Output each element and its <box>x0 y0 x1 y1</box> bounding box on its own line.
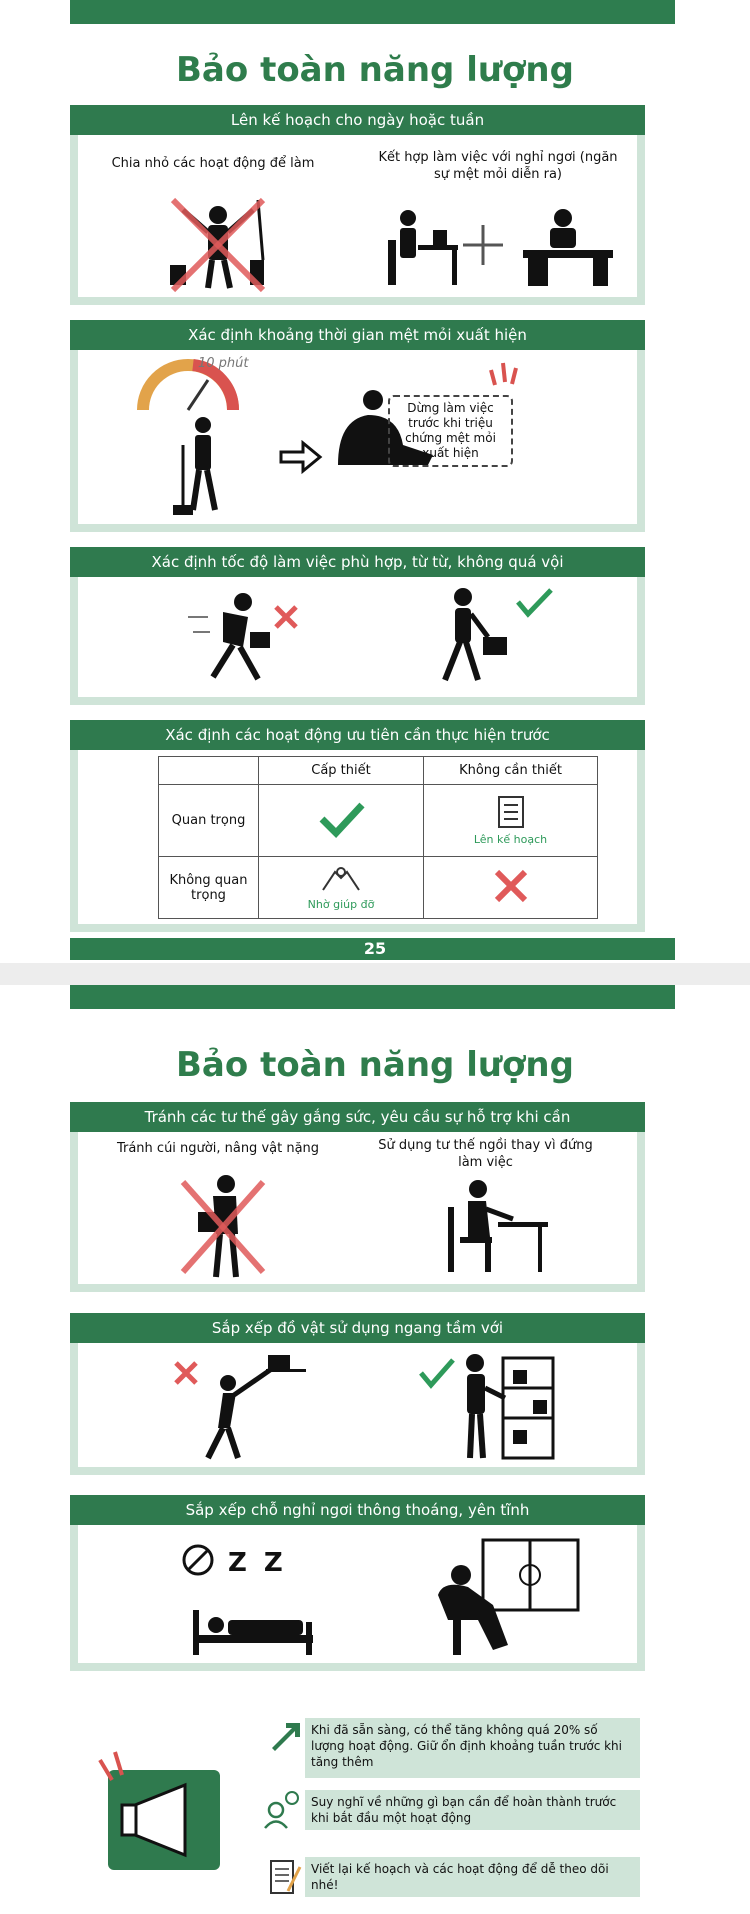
thinking-person-icon <box>262 1790 302 1830</box>
section-body <box>70 577 645 705</box>
alert-marks-icon <box>483 360 523 390</box>
armchair-window-icon <box>423 1535 583 1660</box>
section-plan <box>70 105 645 305</box>
section-rest-place <box>70 1495 645 1671</box>
caption-avoid-lifting: Tránh cúi người, nâng vật nặng <box>116 1141 320 1156</box>
row-header-important: Quan trọng <box>159 785 259 857</box>
section-priority <box>70 720 645 932</box>
section-body <box>70 1343 645 1475</box>
tip-increase-activity: Khi đã sẵn sàng, có thể tăng không quá 20% số lượng hoạt động. Giữ ổn định khoảng tuần trước khi tăng thêm <box>305 1718 640 1778</box>
stop-before-fatigue-note: Dừng làm việc trước khi triệu chứng mệt mỏi xuất hiện <box>388 395 513 467</box>
plan-label: Lên kế hoạch <box>473 833 548 846</box>
priority-matrix <box>158 756 598 919</box>
walking-calm-icon <box>433 582 563 687</box>
col-header-urgent: Cấp thiết <box>259 757 424 785</box>
section-header: Xác định khoảng thời gian mệt mỏi xuất hiện <box>70 320 645 350</box>
cell-not-important-not-urgent <box>424 857 598 919</box>
top-bar <box>70 985 675 1009</box>
caption-work-rest: Kết hợp làm việc với nghỉ ngơi (ngăn sự mệt mỏi diễn ra) <box>378 150 618 182</box>
helping-hands-icon <box>319 864 363 894</box>
section-body <box>70 1525 645 1671</box>
top-bar <box>70 0 675 24</box>
bending-lift-crossed-icon <box>178 1172 268 1282</box>
section-posture <box>70 1102 645 1292</box>
section-header: Tránh các tư thế gây gắng sức, yêu cầu sự hỗ trợ khi cần <box>70 1102 645 1132</box>
arrow-right-icon <box>278 440 323 475</box>
page-title: Bảo toàn năng lượng <box>176 50 574 90</box>
rushing-person-icon <box>188 587 308 687</box>
check-icon <box>316 799 366 839</box>
overreach-crossed-icon <box>168 1353 328 1463</box>
work-plus-rest-icon <box>378 200 628 290</box>
section-fatigue-time <box>70 320 645 532</box>
reach-shelf-icon <box>413 1348 563 1463</box>
section-header: Sắp xếp chỗ nghỉ ngơi thông thoáng, yên tĩnh <box>70 1495 645 1525</box>
col-header-not-urgent: Không cần thiết <box>424 757 598 785</box>
section-body <box>70 1132 645 1292</box>
page-number: 25 <box>363 939 387 958</box>
caption-split-tasks: Chia nhỏ các hoạt động để làm <box>111 156 315 171</box>
section-header: Xác định tốc độ làm việc phù hợp, từ từ, không quá vội <box>70 547 645 577</box>
corner-cell <box>159 757 259 785</box>
busy-person-crossed-icon <box>158 190 278 295</box>
cross-icon <box>491 868 531 904</box>
page-title: Bảo toàn năng lượng <box>176 1045 574 1085</box>
tip-write-plan: Viết lại kế hoạch và các hoạt động để dễ theo dõi nhé! <box>305 1857 640 1897</box>
cell-not-important-urgent <box>259 857 424 919</box>
section-body <box>70 135 645 305</box>
section-body <box>70 350 645 532</box>
gauge-label: 10 phút <box>198 356 249 371</box>
checklist-icon <box>496 795 526 829</box>
growth-arrow-icon <box>270 1720 302 1752</box>
page-26 <box>0 985 750 1914</box>
notepad-pencil-icon <box>268 1857 302 1897</box>
section-header: Xác định các hoạt động ưu tiên cần thực hiện trước <box>70 720 645 750</box>
sitting-work-icon <box>438 1177 548 1277</box>
section-reach-level <box>70 1313 645 1475</box>
section-body <box>70 750 645 932</box>
cell-important-not-urgent <box>424 785 598 857</box>
help-label: Nhờ giúp đỡ <box>307 898 375 911</box>
section-pace <box>70 547 645 705</box>
row-header-not-important: Không quan trọng <box>159 857 259 919</box>
caption-sit-work: Sử dụng tư thế ngồi thay vì đứng làm việc <box>378 1138 593 1170</box>
megaphone-icon <box>90 1750 225 1875</box>
section-header: Lên kế hoạch cho ngày hoặc tuần <box>70 105 645 135</box>
section-header: Sắp xếp đồ vật sử dụng ngang tầm với <box>70 1313 645 1343</box>
tip-think-before: Suy nghĩ về những gì bạn cần để hoàn thành trước khi bắt đầu một hoạt động <box>305 1790 640 1830</box>
cell-important-urgent <box>259 785 424 857</box>
sleep-z-text: Z Z <box>228 1548 287 1578</box>
